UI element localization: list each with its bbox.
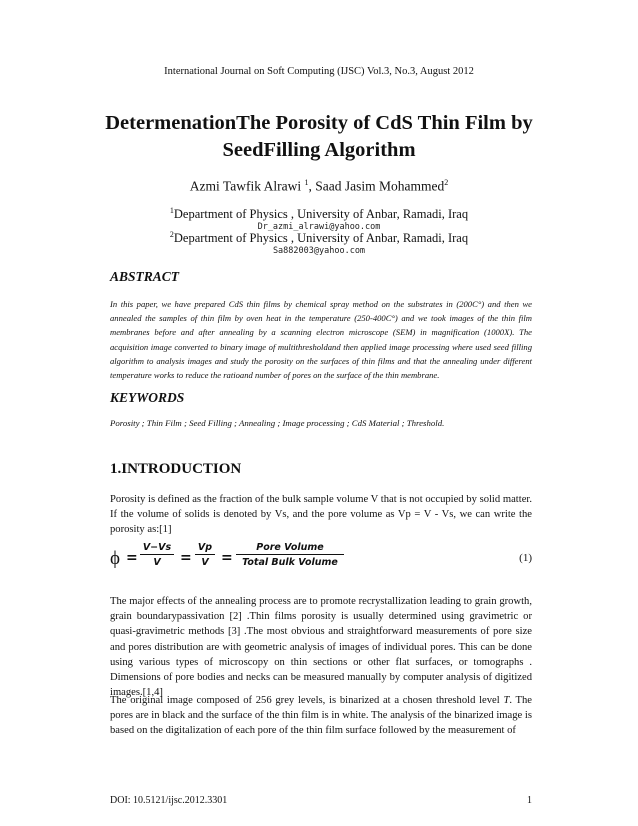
affiliation-2-text: Department of Physics , University of Anbar, Ramadi, Iraq xyxy=(173,231,469,246)
abstract-heading: ABSTRACT xyxy=(110,269,180,284)
abstract-text: In this paper, we have prepared CdS thin films by chemical spray method on the substrates in (200C°) and then we annealed the samples of thin film by oven heat in the temperature (250-400C°) and we took images of the thin film membranes before and after annealing by a scanning electron microscope (SEM) in magnification (1000X). The acquisition image converted to binary image of multithresholdand then applied image processing where used seed filling algorithm to analysis images and study the porosity on the surfaces of thin films and that the annealing under different temperature works to reduce the ratioand number of pores on the surface of the thin membrane. xyxy=(110,299,532,381)
journal-header: International Journal on Soft Computing (IJSC) Vol.3, No.3, August 2012 xyxy=(164,66,474,77)
keywords-text: Porosity ; Thin Film ; Seed Filling ; Annealing ; Image processing ; CdS Material ; Threshold. xyxy=(110,418,445,428)
author-2-affil-mark: 2 xyxy=(444,178,449,187)
author-1-affil-mark: 1 xyxy=(304,178,309,187)
paper-title xyxy=(90,110,548,164)
email-1[interactable]: Dr_azmi_alrawi@yahoo.com xyxy=(257,222,381,232)
author-separator: , xyxy=(308,178,316,194)
fraction-2-denominator: V xyxy=(201,557,209,568)
title-line-2: SeedFilling Algorithm xyxy=(222,139,416,161)
author-2: Saad Jasim Mohammed xyxy=(315,178,445,194)
fraction-1-numerator: V−Vs xyxy=(140,542,174,555)
footer-doi: DOI: 10.5121/ijsc.2012.3301 xyxy=(110,795,228,806)
fraction-3-denominator: Total Bulk Volume xyxy=(242,557,338,568)
equals-sign: = xyxy=(126,550,138,566)
fraction-2-numerator: Vp xyxy=(195,542,215,555)
affiliation-1-mark: 1 xyxy=(169,206,174,215)
fraction-3 xyxy=(236,542,344,568)
phi-symbol: ϕ xyxy=(110,548,121,569)
fraction-2 xyxy=(195,542,215,568)
intro-paragraph-1: Porosity is defined as the fraction of the bulk sample volume V that is not occupied by solid matter. If the volume of solids is denoted by Vs, and the pore volume as Vp = V - Vs, we can write the porosity as:[1] xyxy=(110,494,532,536)
author-1: Azmi Tawfik Alrawi xyxy=(189,178,305,194)
email-2[interactable]: Sa882003@yahoo.com xyxy=(272,246,366,256)
porosity-equation xyxy=(110,542,532,576)
introduction-heading: 1.INTRODUCTION xyxy=(110,461,242,477)
fraction-1-denominator: V xyxy=(153,557,161,568)
affiliation-1-text: Department of Physics , University of Anbar, Ramadi, Iraq xyxy=(173,207,469,222)
intro-paragraph-2: The major effects of the annealing process are to promote recrystallization leading to grain growth, grain boundarypassivation [2] .Thin films porosity is usually determined using gravimetric or quasi-gravimetric methods [3] .The most obvious and straightforward measurements of pore size and pores distribution are with geometric analysis of images of individual pores. This can be done using various types of microscopy on thin sections or other flat surfaces, or tomographs . Dimensions of pore bodies and necks can be measured manually by computer analysis of digitized images.[1,4] xyxy=(110,596,532,699)
intro-paragraph-3 xyxy=(110,693,532,739)
equals-sign: = xyxy=(180,550,192,566)
affiliation-2-mark: 2 xyxy=(169,230,174,239)
intro-paragraph-3-part-2: . The pores are in black and the surface of the thin film is in white. The analysis of the binarized image is based on the digitalization of each pore of the thin film surface followed by the measurement of xyxy=(110,695,533,737)
affiliation-2 xyxy=(0,230,638,246)
title-line-1: DetermenationThe Porosity of CdS Thin Film by xyxy=(105,112,533,134)
keywords-heading: KEYWORDS xyxy=(110,390,185,405)
author-list xyxy=(0,178,638,195)
fraction-1 xyxy=(140,542,174,568)
intro-paragraph-3-part-1: The original image composed of 256 grey levels, is binarized at a chosen threshold level xyxy=(110,695,504,706)
equation-number: (1) xyxy=(519,552,532,564)
equals-sign: = xyxy=(221,550,233,566)
page-number: 1 xyxy=(527,795,532,806)
threshold-symbol: T xyxy=(503,695,510,706)
fraction-3-numerator: Pore Volume xyxy=(236,542,344,555)
affiliation-1 xyxy=(0,206,638,222)
